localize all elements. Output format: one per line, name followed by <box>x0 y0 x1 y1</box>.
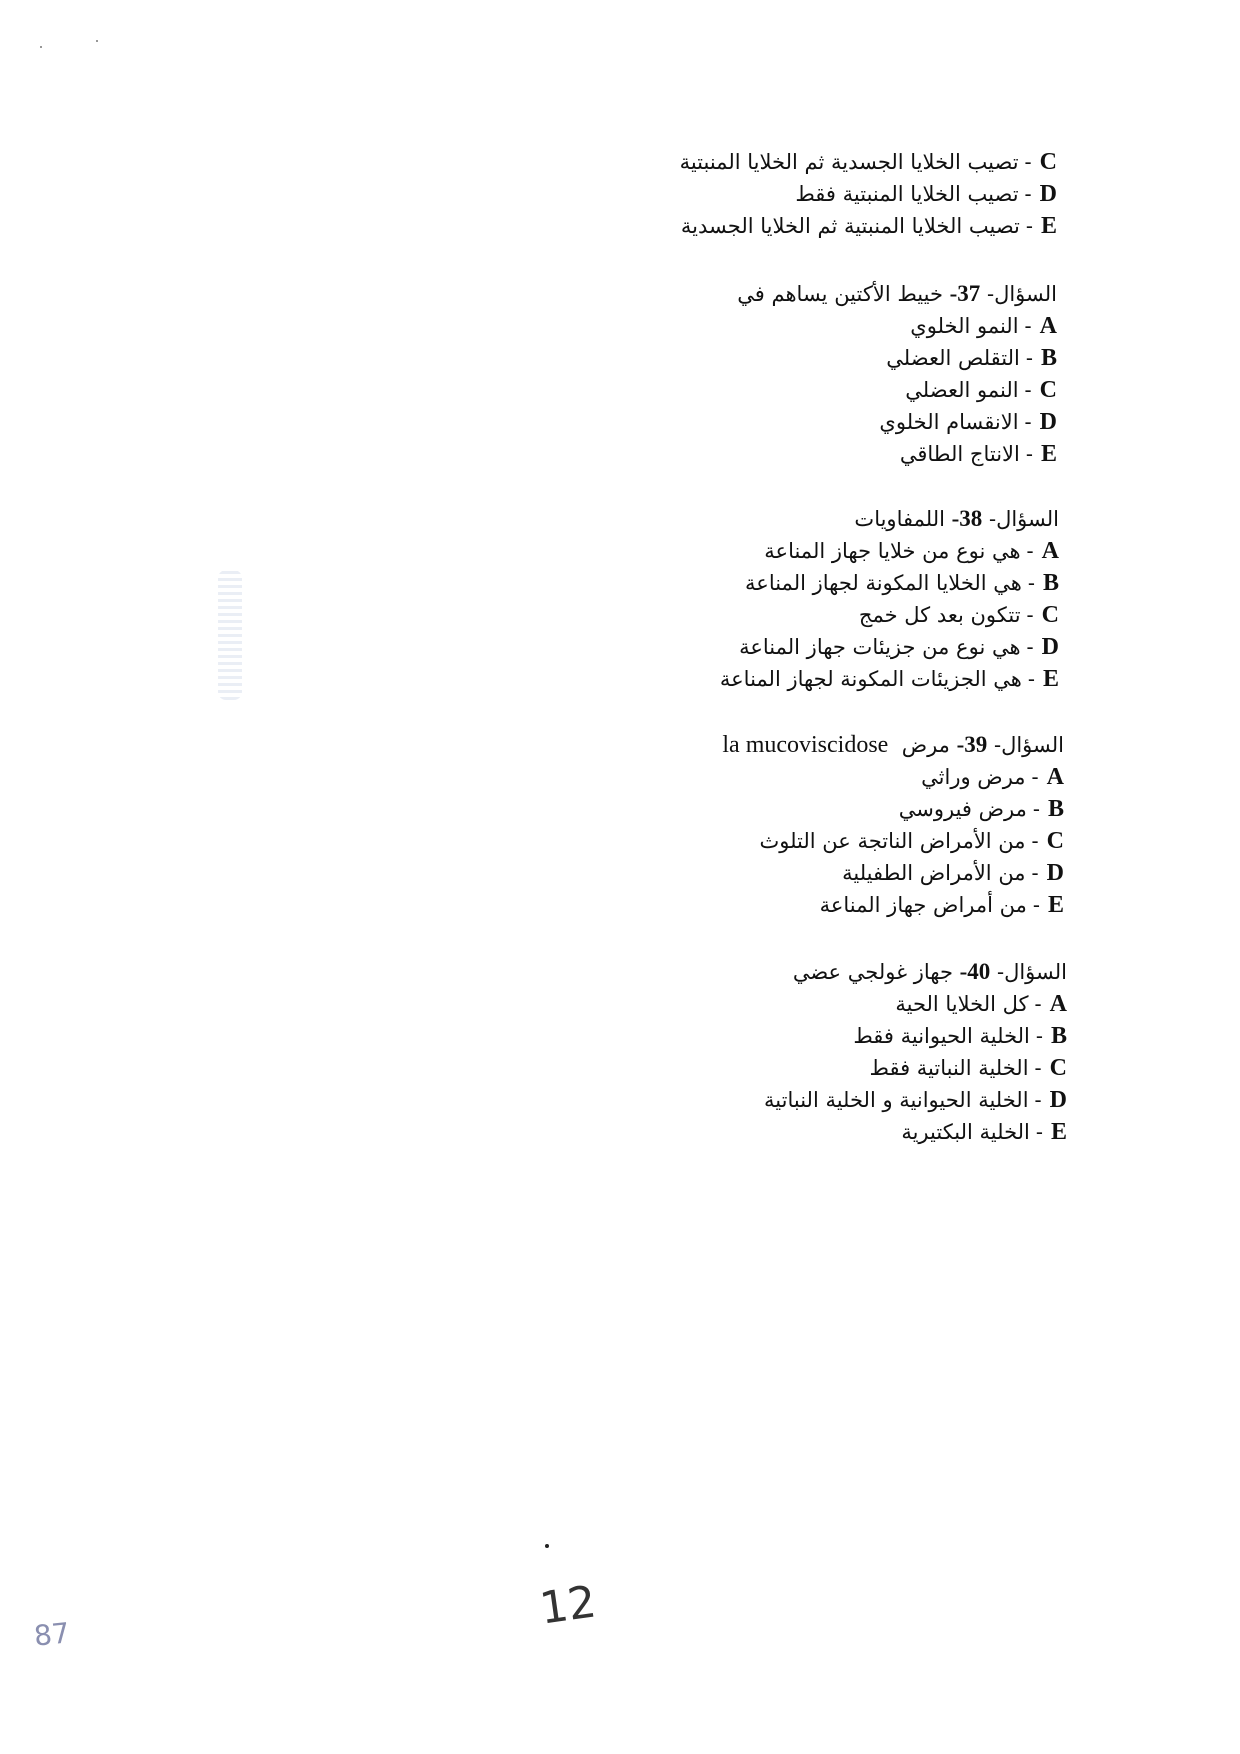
option-line: E-هي الجزيئات المكونة لجهاز المناعة <box>720 663 1059 695</box>
option-text: التقلص العضلي <box>886 346 1020 370</box>
option-text: الانتاج الطاقي <box>899 442 1020 466</box>
option-text: النمو العضلي <box>905 378 1019 402</box>
option-letter: D <box>1049 1087 1067 1113</box>
option-text: هي الجزيئات المكونة لجهاز المناعة <box>719 667 1022 691</box>
option-letter: C <box>1049 1055 1067 1081</box>
option-line: A-النمو الخلوي <box>737 310 1057 342</box>
option-letter: E <box>1040 213 1057 239</box>
question-title-latin: la mucoviscidose <box>722 732 889 758</box>
option-text: الخلية النباتية فقط <box>869 1056 1029 1080</box>
option-letter: E <box>1050 1119 1067 1145</box>
option-text: الانقسام الخلوي <box>879 410 1019 434</box>
question-title: اللمفاويات <box>854 507 945 531</box>
option-line: A-كل الخلايا الحية <box>764 988 1067 1020</box>
option-line: D-الخلية الحيوانية و الخلية النباتية <box>764 1084 1067 1116</box>
option-letter: A <box>1041 538 1059 564</box>
option-letter: B <box>1050 1023 1067 1049</box>
option-letter: A <box>1046 764 1064 790</box>
option-letter: D <box>1039 409 1057 435</box>
fragment-options <box>680 146 1057 242</box>
question-39 <box>722 729 1064 921</box>
option-line: C-الخلية النباتية فقط <box>764 1052 1067 1084</box>
option-text: من الأمراض الطفيلية <box>842 861 1026 885</box>
option-line: C-تتكون بعد كل خمج <box>720 599 1059 631</box>
option-text: هي نوع من خلايا جهاز المناعة <box>764 539 1021 563</box>
option-text: هي الخلايا المكونة لجهاز المناعة <box>745 571 1022 595</box>
option-line: C-النمو العضلي <box>737 374 1057 406</box>
option-line: C-من الأمراض الناتجة عن التلوث <box>722 825 1064 857</box>
question-heading: السؤال- 37- خييط الأكتين يساهم في <box>737 281 1057 306</box>
option-line: E-تصيب الخلايا المنبتية ثم الخلايا الجسدية <box>680 210 1057 242</box>
option-line: E-الانتاج الطاقي <box>737 438 1057 470</box>
question-heading: السؤال- 38- اللمفاويات <box>854 506 1059 531</box>
option-letter: B <box>1047 796 1064 822</box>
ink-dot <box>545 1544 549 1548</box>
corner-mark: 87 <box>32 1616 72 1653</box>
option-letter: A <box>1039 313 1057 339</box>
question-title: مرض <box>901 733 950 757</box>
option-text: من الأمراض الناتجة عن التلوث <box>759 829 1026 853</box>
option-text: كل الخلايا الحية <box>895 992 1029 1016</box>
page-number: 12 <box>536 1576 600 1635</box>
option-text: النمو الخلوي <box>910 314 1019 338</box>
option-line: D-هي نوع من جزيئات جهاز المناعة <box>720 631 1059 663</box>
option-line: A-مرض وراثي <box>722 761 1064 793</box>
option-letter: D <box>1046 860 1064 886</box>
ink-dot <box>40 46 42 48</box>
option-letter: B <box>1042 570 1059 596</box>
option-letter: E <box>1047 892 1064 918</box>
question-40 <box>764 956 1067 1148</box>
option-line: D-من الأمراض الطفيلية <box>722 857 1064 889</box>
question-38 <box>720 503 1059 695</box>
option-letter: E <box>1042 666 1059 692</box>
option-line: E-الخلية البكتيرية <box>764 1116 1067 1148</box>
scan-smudge <box>218 570 242 700</box>
option-line: B-مرض فيروسي <box>722 793 1064 825</box>
option-line: A-هي نوع من خلايا جهاز المناعة <box>720 535 1059 567</box>
option-text: مرض وراثي <box>921 765 1026 789</box>
option-text: الخلية الحيوانية و الخلية النباتية <box>764 1088 1029 1112</box>
option-letter: C <box>1046 828 1064 854</box>
option-text: تصيب الخلايا الجسدية ثم الخلايا المنبتية <box>679 150 1019 174</box>
option-text: تتكون بعد كل خمج <box>858 603 1021 627</box>
option-text: هي نوع من جزيئات جهاز المناعة <box>739 635 1021 659</box>
option-letter: D <box>1041 634 1059 660</box>
option-text: الخلية الحيوانية فقط <box>853 1024 1030 1048</box>
question-number: 38- <box>951 506 983 531</box>
question-title: جهاز غولجي عضي <box>792 960 953 984</box>
option-letter: E <box>1040 441 1057 467</box>
option-line: D-تصيب الخلايا المنبتية فقط <box>680 178 1057 210</box>
question-heading: السؤال- 40- جهاز غولجي عضي <box>792 959 1067 984</box>
option-letter: C <box>1041 602 1059 628</box>
question-number: 37- <box>949 281 981 306</box>
option-text: تصيب الخلايا المنبتية فقط <box>795 182 1019 206</box>
option-text: تصيب الخلايا المنبتية ثم الخلايا الجسدية <box>680 214 1020 238</box>
option-line: C-تصيب الخلايا الجسدية ثم الخلايا المنبتية <box>680 146 1057 178</box>
question-number: 39- <box>956 732 988 757</box>
option-text: مرض فيروسي <box>898 797 1027 821</box>
ink-dot <box>96 40 98 42</box>
option-letter: C <box>1039 149 1057 175</box>
option-text: من أمراض جهاز المناعة <box>819 893 1027 917</box>
question-37 <box>737 278 1057 470</box>
option-line: D-الانقسام الخلوي <box>737 406 1057 438</box>
option-letter: D <box>1039 181 1057 207</box>
option-letter: A <box>1049 991 1067 1017</box>
question-title: خييط الأكتين يساهم في <box>737 282 943 306</box>
question-number: 40- <box>959 959 991 984</box>
option-line: B-هي الخلايا المكونة لجهاز المناعة <box>720 567 1059 599</box>
option-letter: C <box>1039 377 1057 403</box>
option-text: الخلية البكتيرية <box>901 1120 1030 1144</box>
option-line: B-الخلية الحيوانية فقط <box>764 1020 1067 1052</box>
question-heading: السؤال- 39- مرض la mucoviscidose <box>722 732 1064 758</box>
option-letter: B <box>1040 345 1057 371</box>
option-line: B-التقلص العضلي <box>737 342 1057 374</box>
option-line: E-من أمراض جهاز المناعة <box>722 889 1064 921</box>
